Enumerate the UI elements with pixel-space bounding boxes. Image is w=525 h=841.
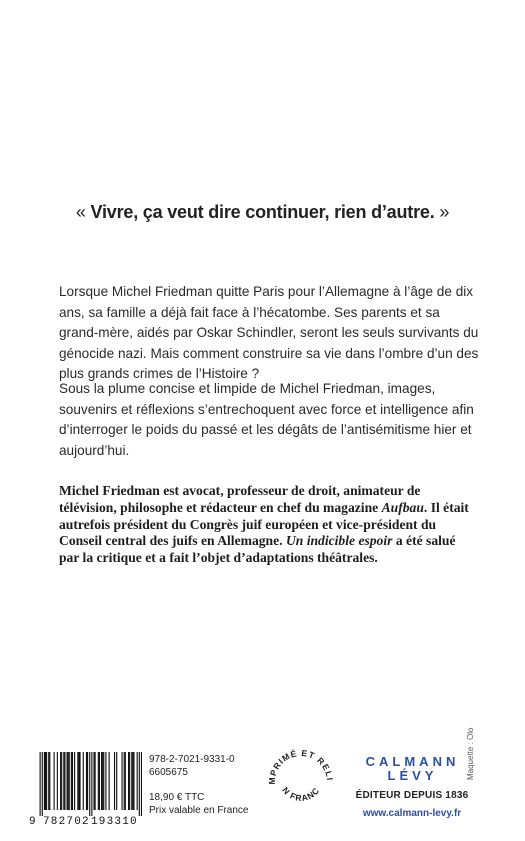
made-in-france-stamp	[265, 744, 337, 816]
bio-text-1: Michel Friedman est avocat, professeur de droit, animateur de télévision, philosophe et rédacteur en chef du magazine	[59, 483, 421, 515]
barcode-bar	[61, 752, 62, 810]
barcode-bar	[93, 752, 94, 810]
barcode-bar	[87, 752, 88, 810]
barcode-bar	[95, 752, 96, 810]
barcode-bar	[141, 752, 142, 816]
barcode-lead-digit: 9	[29, 816, 36, 828]
bio-text-2: . Il était autrefois président du Congrès juif européen et vice-président du Conseil central des juifs en Allemagne.	[59, 499, 469, 549]
price-block	[149, 792, 249, 817]
barcode-bar	[77, 752, 78, 810]
barcode-bar	[54, 752, 55, 810]
barcode-bar	[46, 752, 47, 810]
svg-text:IMPRIMÉ ET RELIÉ	[265, 744, 335, 785]
barcode-bar	[64, 752, 65, 810]
barcode-bar	[98, 752, 99, 810]
barcode-bar	[67, 752, 68, 810]
barcode-bar	[57, 752, 58, 810]
barcode-bar	[122, 752, 123, 810]
barcode-bar	[132, 752, 133, 810]
barcode-bar	[42, 752, 43, 816]
barcode-bar	[78, 752, 79, 810]
book-title: Un indicible espoir	[285, 533, 393, 549]
barcode-bar	[83, 752, 84, 810]
barcode-bar	[79, 752, 80, 810]
logo-line-2: LÉVY	[387, 768, 438, 783]
stamp-bottom-text: N FRANC	[280, 785, 322, 804]
barcode-bar	[101, 752, 102, 810]
price-note: Prix valable en France	[149, 804, 249, 816]
author-bio	[59, 483, 479, 567]
barcode-bar	[129, 752, 130, 810]
barcode-bar	[89, 752, 90, 816]
bio-text-3: a été salué par la critique et a fait l’objet d’adaptations théâtrales.	[59, 533, 456, 566]
barcode-bar	[48, 752, 49, 810]
pull-quote	[0, 202, 525, 223]
isbn-number: 978-2-7021-9331-0	[149, 754, 235, 765]
barcode-bar	[40, 752, 41, 816]
barcode-bars	[32, 752, 142, 816]
quote-open-mark: «	[75, 202, 86, 222]
barcode-bar	[60, 752, 61, 810]
barcode-bar	[105, 752, 106, 810]
publisher-logo	[360, 755, 465, 783]
barcode-bar	[45, 752, 46, 810]
design-credit: Maquette : Olo	[466, 727, 475, 780]
barcode-bar	[71, 752, 72, 810]
barcode-bar	[124, 752, 125, 810]
barcode-bar	[116, 752, 117, 810]
quote-close-mark: »	[439, 202, 450, 222]
barcode-bar	[68, 752, 69, 810]
barcode-bar	[102, 752, 103, 810]
barcode-bar	[131, 752, 132, 810]
publisher-url: www.calmann-levy.fr	[362, 808, 462, 819]
barcode-group-2: 193310	[91, 816, 138, 828]
barcode-bar	[133, 752, 134, 810]
barcode	[29, 752, 142, 828]
barcode-bar	[63, 752, 64, 810]
barcode-bar	[128, 752, 129, 810]
barcode-bar	[109, 752, 110, 810]
barcode-bar	[137, 752, 138, 810]
price-amount: 18,90 € TTC	[149, 792, 205, 803]
summary-paragraph-1: Lorsque Michel Friedman quitte Paris pour l’Allemagne à l’âge de dix ans, sa famille a déjà fait face à l’hécatombe. Ses parents et sa grand-mère, aidés par Oskar Schindler, seront les seuls survivants du génocide nazi. Mais comment construire sa vie dans l’ombre d’un des plus grands crimes de l’Histoire ?	[59, 284, 479, 381]
logo-line-1: CALMANN	[365, 754, 460, 769]
barcode-bar	[74, 752, 75, 810]
barcode-bar	[44, 752, 45, 810]
quote-text: Vivre, ça veut dire continuer, rien d’autre.	[90, 202, 435, 222]
barcode-bar	[86, 752, 87, 810]
barcode-bar	[72, 752, 73, 810]
barcode-bar	[69, 752, 70, 810]
barcode-bar	[139, 752, 140, 816]
summary-paragraph-2: Sous la plume concise et limpide de Michel Friedman, images, souvenirs et réflexions s’entrechoquent avec force et intelligence afin d’interroger le poids du passé et les dégâts de l’antisémitisme hier et aujourd’hui.	[59, 381, 474, 458]
isbn-block	[149, 754, 235, 779]
barcode-group-1: 782702	[43, 816, 90, 828]
barcode-bar	[103, 752, 104, 810]
barcode-bar	[114, 752, 115, 810]
stamp-top-text: MPRIMÉ ET RELI	[266, 747, 336, 785]
barcode-bar	[99, 752, 100, 810]
magazine-title: Aufbau	[381, 499, 424, 515]
barcode-bar	[49, 752, 50, 810]
stamp-seal-icon	[265, 744, 337, 816]
isbn-code: 6605675	[149, 766, 188, 778]
publisher-tagline: ÉDITEUR DEPUIS 1836	[355, 790, 469, 801]
barcode-bar	[125, 752, 126, 810]
barcode-bar	[91, 752, 92, 816]
